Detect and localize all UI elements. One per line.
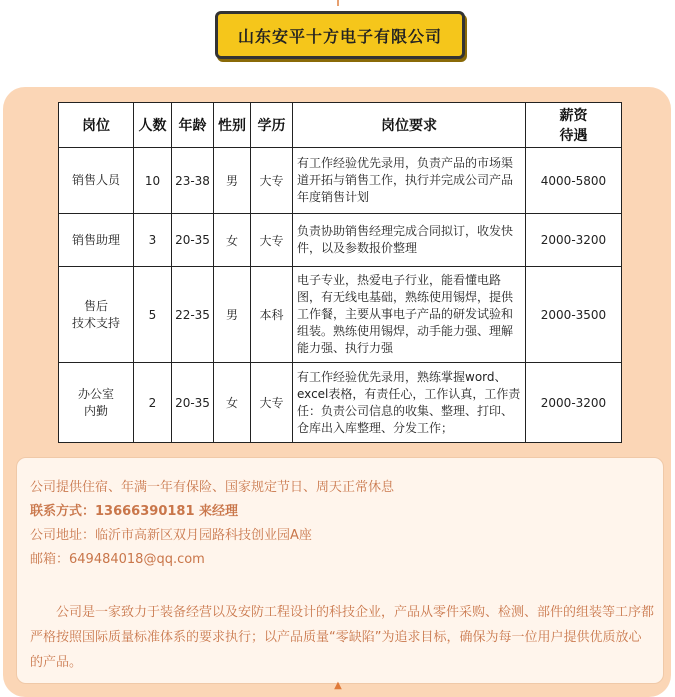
- header-salary-line2: 待遇: [559, 128, 588, 144]
- cell-requirement: 有工作经验优先录用，负责产品的市场渠道开拓与销售工作，执行并完成公司产品年度销售计划: [293, 148, 526, 214]
- cell-salary: 2000-3200: [526, 363, 622, 443]
- top-decoration: [337, 0, 339, 6]
- contact-text: 联系方式：13666390181 来经理: [30, 504, 239, 519]
- cell-age: 22-35: [172, 267, 214, 363]
- cell-requirement: 电子专业，热爱电子行业，能看懂电路图，有无线电基础，熟练使用锡焊，提供工作餐，主要从事电子产品的研发试验和组装。熟练使用锡焊，动手能力强、理解能力强、执行力强: [293, 267, 526, 363]
- cell-education: 大专: [251, 363, 293, 443]
- cell-gender: 男: [214, 267, 251, 363]
- cell-count: 3: [134, 214, 172, 267]
- cell-gender: 女: [214, 363, 251, 443]
- cell-count: 10: [134, 148, 172, 214]
- table-row: [59, 148, 622, 214]
- company-intro: 公司是一家致力于装备经营以及安防工程设计的科技企业，产品从零件采购、检测、部件的组装等工序都严格按照国际质量标准体系的要求执行；以产品质量“零缺陷”为追求目标，确保为每一位用户提供优质放心的产品。: [30, 605, 655, 670]
- cell-salary: 2000-3500: [526, 267, 622, 363]
- table-header-row: [59, 103, 622, 148]
- position-line: 销售助理: [71, 232, 120, 247]
- cell-gender: 女: [214, 214, 251, 267]
- benefits-text: 公司提供住宿、年满一年有保险、国家规定节日、周天正常休息: [30, 480, 395, 495]
- cell-requirement: 负责协助销售经理完成合同拟订，收发快件，以及参数报价整理: [293, 214, 526, 267]
- bottom-decoration: ▲: [334, 680, 342, 691]
- job-table: [58, 102, 622, 443]
- cell-position: [59, 363, 134, 443]
- header-requirement: 岗位要求: [293, 103, 526, 148]
- cell-salary: 4000-5800: [526, 148, 622, 214]
- cell-age: 20-35: [172, 363, 214, 443]
- company-info-box: [16, 457, 664, 684]
- header-count: 人数: [134, 103, 172, 148]
- header-position: 岗位: [59, 103, 134, 148]
- header-salary: [526, 103, 622, 148]
- position-line: 办公室: [77, 386, 114, 401]
- cell-position: [59, 148, 134, 214]
- position-line: 技术支持: [71, 315, 120, 330]
- cell-education: 大专: [251, 214, 293, 267]
- cell-position: [59, 267, 134, 363]
- cell-education: 本科: [251, 267, 293, 363]
- cell-age: 20-35: [172, 214, 214, 267]
- company-title: 山东安平十方电子有限公司: [215, 11, 465, 59]
- cell-salary: 2000-3200: [526, 214, 622, 267]
- cell-position: [59, 214, 134, 267]
- cell-count: 2: [134, 363, 172, 443]
- cell-education: 大专: [251, 148, 293, 214]
- job-table-container: [58, 102, 621, 442]
- position-line: 销售人员: [71, 173, 120, 187]
- email-text: 邮箱：649484018@qq.com: [30, 552, 205, 567]
- table-row: [59, 214, 622, 267]
- position-line: 内勤: [83, 403, 108, 418]
- table-row: [59, 267, 622, 363]
- cell-requirement: 有工作经验优先录用，熟练掌握word、excel表格，有责任心，工作认真，工作责任：负责公司信息的收集、整理、打印、仓库出入库整理、分发工作；: [293, 363, 526, 443]
- header-age: 年龄: [172, 103, 214, 148]
- table-row: [59, 363, 622, 443]
- cell-age: 23-38: [172, 148, 214, 214]
- position-line: 售后: [83, 298, 108, 313]
- header-education: 学历: [251, 103, 293, 148]
- cell-gender: 男: [214, 148, 251, 214]
- address-text: 公司地址：临沂市高新区双月园路科技创业园A座: [30, 528, 312, 543]
- header-gender: 性别: [214, 103, 251, 148]
- header-salary-line1: 薪资: [559, 108, 588, 124]
- cell-count: 5: [134, 267, 172, 363]
